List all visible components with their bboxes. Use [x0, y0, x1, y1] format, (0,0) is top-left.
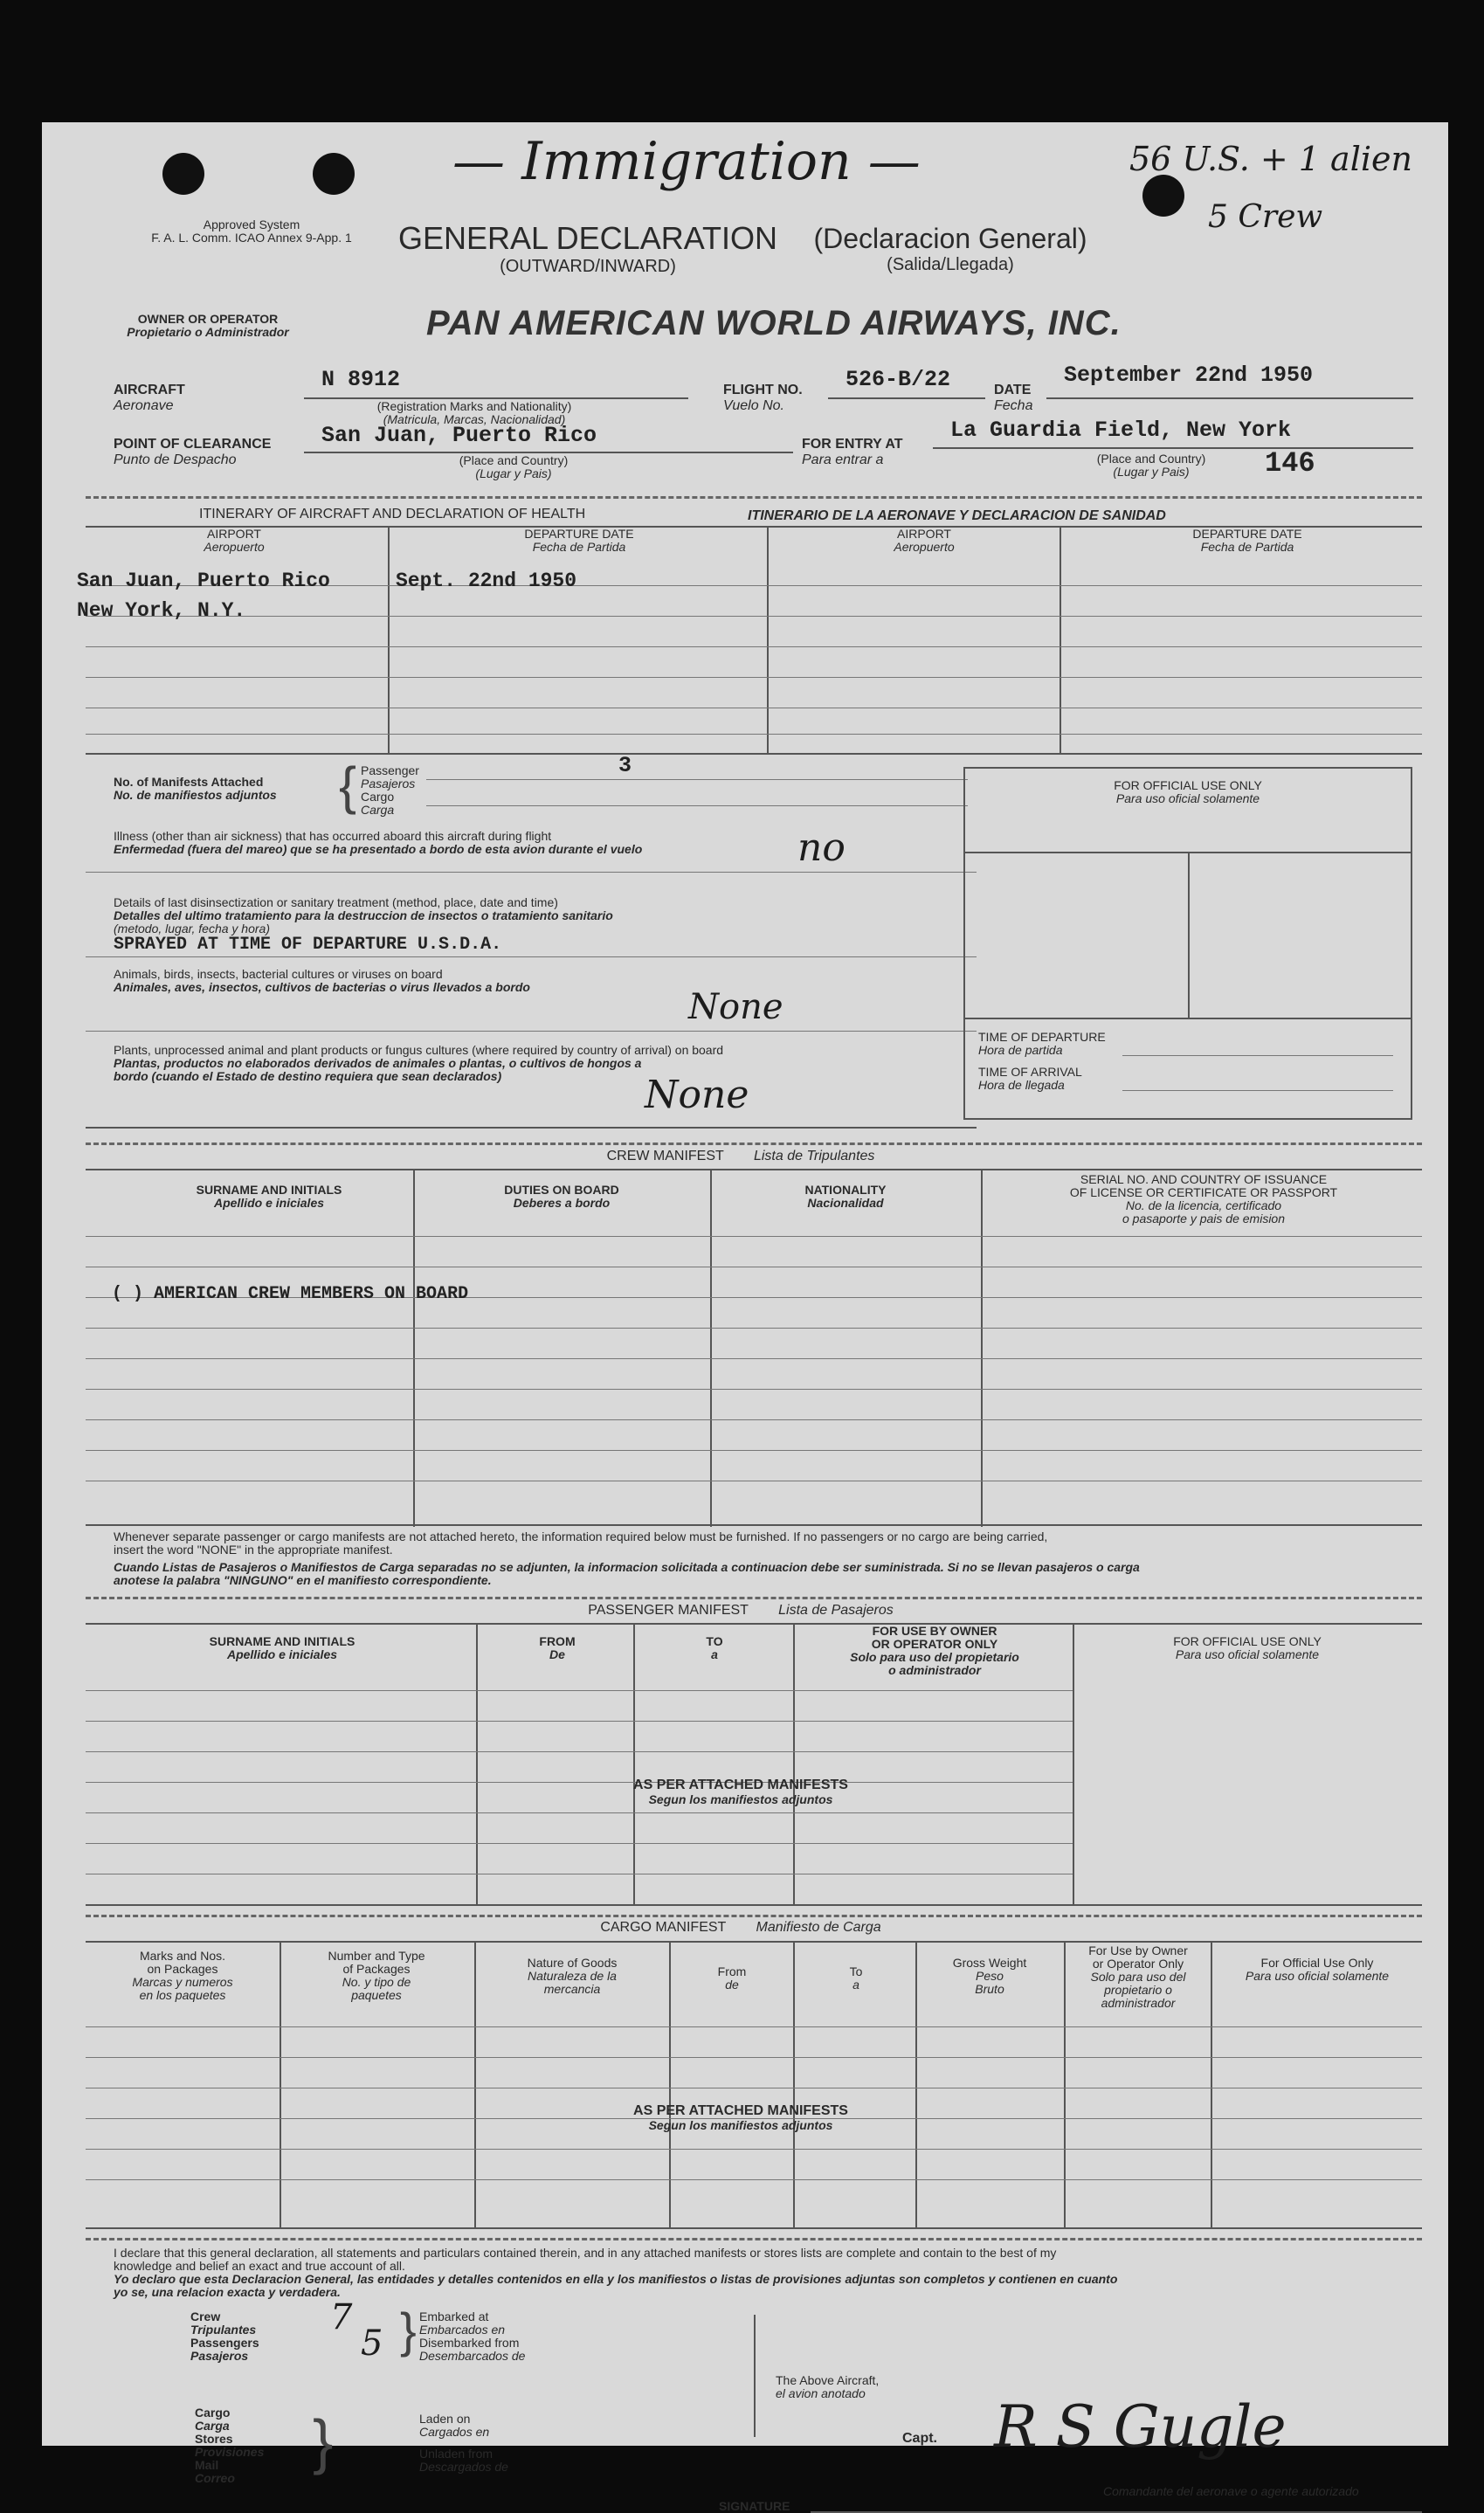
- illness-en: Illness (other than air sickness) that has occurred aboard this aircraft during flight: [114, 829, 552, 843]
- pass-col4-3: Solo para uso del propietario: [850, 1650, 1019, 1664]
- passenger-top-line: [86, 1623, 1422, 1625]
- approved-line-1: Approved System: [203, 217, 300, 231]
- divider-passenger: [86, 1597, 1422, 1599]
- cargo-col4-2: de: [725, 1978, 739, 1992]
- crew-col-serial: [985, 1173, 1422, 1225]
- note-4: anotese la palabra "NINGUNO" en el manifiesto correspondiente.: [114, 1573, 492, 1587]
- aircraft-label-en: AIRCRAFT: [114, 383, 185, 397]
- crew-entry: ( ) AMERICAN CREW MEMBERS ON BOARD: [112, 1284, 469, 1304]
- time-arrival-line: [1122, 1090, 1393, 1091]
- details-es: Detalles del ultimo tratamiento para la destruccion de insectos o tratamiento sanitario: [114, 908, 613, 922]
- crew-row-line-5: [86, 1358, 1422, 1359]
- cargo-title-es: Manifiesto de Carga: [756, 1920, 881, 1935]
- cargo-col2-1: Number and Type: [328, 1949, 425, 1963]
- pass-col4-1: FOR USE BY OWNER: [872, 1624, 997, 1638]
- details-value: SPRAYED AT TIME OF DEPARTURE U.S.D.A.: [114, 935, 502, 955]
- entry-label: [802, 437, 903, 468]
- official-use-box: [963, 767, 1412, 1120]
- cargo-col3-3: mercancia: [543, 1982, 601, 1996]
- pass-row-line-4: [86, 1782, 1073, 1783]
- captain-signature: R S Gugle: [994, 2393, 1287, 2461]
- cargo-col1-1: Marks and Nos.: [139, 1949, 226, 1963]
- animals-line: [86, 1031, 977, 1032]
- pass-col-owner: [795, 1625, 1074, 1677]
- pass-vline-4: [1073, 1623, 1074, 1904]
- plants-es-2: bordo (cuando el Estado de destino requiera que sean declarados): [114, 1069, 502, 1083]
- pass-row-line-1: [86, 1690, 1073, 1691]
- footer-cargo: Cargo: [195, 2406, 231, 2420]
- clearance-sub: [409, 454, 618, 480]
- time-arrival-es: Hora de llegada: [978, 1078, 1065, 1092]
- entry-underline: [933, 447, 1413, 449]
- cargo-col6-2: Peso: [976, 1969, 1004, 1983]
- cargo-line: [426, 805, 968, 806]
- cargo-label-es: Carga: [361, 803, 395, 817]
- entry-label-es: Para entrar a: [802, 452, 884, 467]
- cargo-col7-4: propietario o: [1104, 1983, 1172, 1997]
- footer-passengers: Passengers: [190, 2336, 259, 2350]
- manifest-note: [114, 1530, 1424, 1587]
- footer-stores-es: Provisiones: [195, 2445, 265, 2459]
- cargo-col-official: [1212, 1957, 1422, 1983]
- crew-col-duties: [413, 1184, 710, 1210]
- itin-row2-airport: New York, N.Y.: [77, 599, 246, 622]
- crew-title: CREW MANIFEST: [606, 1149, 724, 1163]
- itin-vline-3: [1060, 526, 1061, 755]
- flight-label-es: Vuelo No.: [723, 398, 784, 413]
- cargo-col-owner: [1066, 1944, 1211, 2010]
- entry-sub-2: (Lugar y Pais): [1113, 465, 1190, 479]
- passenger-title-es: Lista de Pasajeros: [778, 1603, 894, 1618]
- cargo-vline-1: [280, 1941, 281, 2229]
- handwritten-passenger-count: 56 U.S. + 1 alien: [1129, 140, 1412, 178]
- crew-col2-es: Deberes a bordo: [513, 1196, 611, 1210]
- details-question: [114, 896, 900, 935]
- punch-hole-right: [1142, 175, 1184, 217]
- itin-col2: DEPARTURE DATE: [524, 527, 634, 541]
- date-label-en: DATE: [994, 383, 1032, 397]
- itin-vline-2: [767, 526, 769, 755]
- crew-row-line-7: [86, 1419, 1422, 1420]
- itin-row-line-4: [86, 677, 1422, 678]
- above-aircraft: [776, 2374, 879, 2400]
- itinerary-bottom-line: [86, 753, 1422, 755]
- animals-answer: None: [688, 987, 783, 1027]
- cargo-col1-3: Marcas y numeros: [132, 1975, 233, 1989]
- cargo-attached-es: Segun los manifiestos adjuntos: [648, 2118, 833, 2132]
- divider-cargo: [86, 1915, 1422, 1917]
- manifests-label-es: No. de manifiestos adjuntos: [114, 788, 277, 802]
- pass-col-surname: [86, 1635, 479, 1661]
- cargo-vline-4: [793, 1941, 795, 2229]
- crew-row-line-4: [86, 1328, 1422, 1329]
- pass-row-line-2: [86, 1721, 1073, 1722]
- date-value: September 22nd 1950: [1064, 362, 1314, 388]
- manifests-label: [114, 776, 277, 802]
- cargo-col2-2: of Packages: [342, 1962, 411, 1976]
- divider-crew: [86, 1143, 1422, 1145]
- cargo-col4-1: From: [717, 1964, 747, 1978]
- plants-question: [114, 1044, 987, 1083]
- crew-vline-2: [710, 1169, 712, 1527]
- crew-row-line-8: [86, 1450, 1422, 1451]
- footer-passenger-count: 5: [361, 2323, 383, 2364]
- footer-crew-es: Tripulantes: [190, 2323, 257, 2337]
- crew-title-wrap: [514, 1149, 968, 1164]
- crew-col4-3: No. de la licencia, certificado: [1125, 1198, 1282, 1212]
- manifests-label-en: No. of Manifests Attached: [114, 775, 264, 789]
- entry-sub-1: (Place and Country): [1096, 452, 1206, 466]
- declaration-form: [42, 122, 1448, 2513]
- clearance-label: [114, 437, 271, 468]
- owner-label-en: OWNER OR OPERATOR: [137, 312, 279, 326]
- crew-vline-1: [413, 1169, 415, 1527]
- crew-bottom-line: [86, 1524, 1422, 1526]
- crew-col3-es: Nacionalidad: [807, 1196, 884, 1210]
- form-title: [396, 220, 780, 277]
- time-departure-es: Hora de partida: [978, 1043, 1063, 1057]
- crew-title-es: Lista de Tripulantes: [753, 1149, 875, 1163]
- crew-col-nationality: [710, 1184, 981, 1210]
- animals-en: Animals, birds, insects, bacterial cultures or viruses on board: [114, 967, 443, 981]
- aircraft-label-es: Aeronave: [114, 398, 174, 413]
- cargo-row-line-5: [86, 2149, 1422, 2150]
- clearance-sub-1: (Place and Country): [459, 453, 569, 467]
- manifest-types: [361, 764, 419, 817]
- plants-answer: None: [645, 1073, 749, 1117]
- time-departure: [978, 1031, 1106, 1057]
- official-box-title: [965, 779, 1411, 805]
- itin-col-date-1: [391, 528, 767, 554]
- pass-col2: FROM: [539, 1634, 576, 1648]
- above-1: The Above Aircraft,: [776, 2373, 880, 2387]
- cargo-col3-2: Naturaleza de la: [528, 1969, 617, 1983]
- note-3: Cuando Listas de Pasajeros o Manifiestos de Carga separadas no se adjunten, la informacion solicitada a continuacion debe ser suministrada. Si no se llevan pasajeros o carga: [114, 1560, 1140, 1574]
- date-underline: [1046, 397, 1413, 399]
- note-1: Whenever separate passenger or cargo manifests are not attached hereto, the information required below must be furnished. If no passengers or no cargo are being carried,: [114, 1529, 1048, 1543]
- passenger-label: Passenger: [361, 763, 419, 777]
- pass-col4-2: OR OPERATOR ONLY: [871, 1637, 998, 1651]
- time-arrival-en: TIME OF ARRIVAL: [978, 1065, 1082, 1079]
- footer-mail: Mail: [195, 2458, 219, 2472]
- cargo-label: Cargo: [361, 790, 395, 804]
- pass-col1: SURNAME AND INITIALS: [209, 1634, 355, 1648]
- itin-col-airport-1: [86, 528, 383, 554]
- flight-label: [723, 383, 803, 414]
- declare-3: Yo declaro que esta Declaracion General, las entidades y detalles contenidos en ella y los manifiestos o listas de provisiones adjuntas son completos y contienen en cuanto: [114, 2272, 1118, 2286]
- cargo-bottom-line: [86, 2227, 1422, 2229]
- time-arrival: [978, 1066, 1082, 1092]
- itin-vline-1: [388, 526, 390, 755]
- commander-label: Comandante del aeronave o agente autorizado: [1103, 2484, 1359, 2498]
- footer-disembarked: Disembarked from: [419, 2336, 520, 2350]
- footer-laden-es: Cargados en: [419, 2425, 490, 2439]
- pass-col5-es: Para uso oficial solamente: [1175, 1647, 1320, 1661]
- form-title-sub: (OUTWARD/INWARD): [500, 257, 676, 276]
- approved-line-2: F. A. L. Comm. ICAO Annex 9-App. 1: [151, 231, 352, 245]
- footer-stores: Stores: [195, 2432, 233, 2446]
- clearance-label-es: Punto de Despacho: [114, 452, 237, 467]
- footer-embarked-es: Embarcados en: [419, 2323, 506, 2337]
- cargo-row-line-6: [86, 2179, 1422, 2180]
- details-line: [86, 956, 977, 957]
- cargo-col5-2: a: [852, 1978, 859, 1992]
- pass-col1-es: Apellido e iniciales: [226, 1647, 338, 1661]
- approved-system: [112, 218, 391, 245]
- crew-col3: NATIONALITY: [804, 1183, 887, 1197]
- laden-labels: [419, 2413, 508, 2474]
- official-box-title-en: FOR OFFICIAL USE ONLY: [1114, 778, 1262, 792]
- cargo-vline-6: [1064, 1941, 1066, 2229]
- crew-col1-es: Apellido e iniciales: [213, 1196, 325, 1210]
- date-label-es: Fecha: [994, 398, 1033, 413]
- handwritten-crew-count: 5 Crew: [1208, 199, 1323, 235]
- flight-value: 526-B/22: [846, 367, 951, 392]
- crew-col-surname: [86, 1184, 452, 1210]
- cargo-col-nature: [475, 1957, 669, 1996]
- cargo-col5-1: To: [849, 1964, 863, 1978]
- itin-row1-date: Sept. 22nd 1950: [396, 570, 577, 592]
- brace-manifests: {: [339, 756, 357, 815]
- itin-col3-es: Aeropuerto: [894, 540, 955, 554]
- cargo-col7-2: or Operator Only: [1092, 1957, 1184, 1971]
- declaration-text: [114, 2247, 1424, 2299]
- form-title-main: GENERAL DECLARATION: [397, 220, 778, 256]
- aircraft-label: [114, 383, 185, 414]
- itin-col-airport-2: [776, 528, 1073, 554]
- entry-sub: [1064, 452, 1239, 479]
- passenger-bottom-line: [86, 1904, 1422, 1906]
- details-es-2: (metodo, lugar, fecha y hora): [114, 922, 270, 935]
- entry-value: La Guardia Field, New York: [950, 418, 1292, 443]
- itin-col4: DEPARTURE DATE: [1192, 527, 1302, 541]
- clearance-value: San Juan, Puerto Rico: [321, 423, 597, 448]
- official-box-hline-2: [965, 1018, 1411, 1019]
- footer-crew-count: 7: [330, 2297, 353, 2337]
- pass-col-to: [636, 1635, 793, 1661]
- owner-value: PAN AMERICAN WORLD AIRWAYS, INC.: [426, 304, 1122, 342]
- official-box-title-es: Para uso oficial solamente: [1115, 791, 1260, 805]
- pass-attached-es: Segun los manifiestos adjuntos: [648, 1792, 833, 1806]
- itin-col1: AIRPORT: [207, 527, 261, 541]
- pass-row-line-6: [86, 1843, 1073, 1844]
- itin-row-line-2: [86, 616, 1422, 617]
- cargo-col2-3: No. y tipo de: [342, 1975, 411, 1989]
- footer-vline: [754, 2315, 756, 2437]
- cargo-row-line-1: [86, 2026, 1422, 2027]
- illness-line: [86, 872, 977, 873]
- cargo-row-line-2: [86, 2057, 1422, 2058]
- cargo-vline-5: [915, 1941, 917, 2229]
- crew-col2: DUTIES ON BOARD: [504, 1183, 619, 1197]
- cargo-title-wrap: [514, 1920, 968, 1936]
- health-bottom-line: [86, 1127, 977, 1129]
- pass-col3-es: a: [711, 1647, 718, 1661]
- note-2: insert the word "NONE" in the appropriate manifest.: [114, 1543, 393, 1557]
- aircraft-value: N 8912: [321, 367, 401, 392]
- cargo-vline-3: [669, 1941, 671, 2229]
- clearance-sub-2: (Lugar y Pais): [475, 466, 552, 480]
- brace-cargo: }: [313, 2407, 334, 2475]
- itinerary-title: ITINERARY OF AIRCRAFT AND DECLARATION OF HEALTH: [199, 507, 586, 521]
- punch-hole-left: [162, 153, 204, 195]
- pass-col5: FOR OFFICIAL USE ONLY: [1173, 1634, 1322, 1648]
- form-title-spanish: [793, 223, 1108, 275]
- pass-attached-en: AS PER ATTACHED MANIFESTS: [633, 1778, 848, 1792]
- cargo-top-line: [86, 1941, 1422, 1943]
- itin-row-line-3: [86, 646, 1422, 647]
- pass-row-line-3: [86, 1751, 1073, 1752]
- cargo-col-weight: [915, 1957, 1064, 1996]
- itin-row1-airport: San Juan, Puerto Rico: [77, 570, 330, 592]
- crew-top-line: [86, 1169, 1422, 1170]
- handwritten-immigration: — Immigration —: [452, 131, 921, 192]
- capt-label: Capt.: [902, 2431, 937, 2446]
- pass-attached: [583, 1778, 898, 1806]
- signature-label: SIGNATURE: [719, 2499, 790, 2513]
- cargo-col7-5: administrador: [1101, 1996, 1176, 2010]
- brace-crew: }: [400, 2302, 417, 2358]
- cargo-col1-2: on Packages: [147, 1962, 218, 1976]
- aircraft-sub-2: (Matricula, Marcas, Nacionalidad): [383, 412, 566, 426]
- time-departure-en: TIME OF DEPARTURE: [978, 1030, 1106, 1044]
- form-title-es-sub: (Salida/Llegada): [887, 255, 1014, 274]
- itin-col-date-2: [1073, 528, 1422, 554]
- flight-underline: [828, 397, 985, 399]
- declare-1: I declare that this general declaration, all statements and particulars contained therein, and in any attached manifests or stores lists are complete and contain to the best of my: [114, 2246, 1057, 2260]
- cargo-col-to: [795, 1965, 917, 1992]
- itinerary-title-es: ITINERARIO DE LA AERONAVE Y DECLARACION DE SANIDAD: [748, 508, 1166, 523]
- cargo-col7-3: Solo para uso del: [1090, 1970, 1186, 1984]
- cargo-col3-1: Nature of Goods: [527, 1956, 618, 1970]
- crew-row-line-6: [86, 1389, 1422, 1390]
- cargo-col8-1: For Official Use Only: [1260, 1956, 1374, 1970]
- cargo-col7-1: For Use by Owner: [1088, 1943, 1188, 1957]
- cargo-vline-7: [1211, 1941, 1212, 2229]
- plants-es: Plantas, productos no elaborados derivados de animales o plantas, o cultivos de hongos a: [114, 1056, 642, 1070]
- footer-passengers-es: Pasajeros: [190, 2349, 249, 2363]
- entry-number: 146: [1265, 447, 1315, 480]
- owner-label-es: Propietario o Administrador: [127, 325, 289, 339]
- crew-col4-4: o pasaporte y pais de emision: [1122, 1212, 1285, 1225]
- pass-col-official: [1073, 1635, 1422, 1661]
- cargo-col-number: [280, 1950, 473, 2002]
- itin-col1-es: Aeropuerto: [204, 540, 265, 554]
- footer-cargo-es: Carga: [195, 2419, 230, 2433]
- cargo-attached: [583, 2103, 898, 2132]
- aircraft-sub-1: (Registration Marks and Nationality): [376, 399, 572, 413]
- clearance-label-en: POINT OF CLEARANCE: [114, 437, 272, 452]
- flight-label-en: FLIGHT NO.: [723, 383, 803, 397]
- date-label: [994, 383, 1032, 414]
- crew-col4-1: SERIAL NO. AND COUNTRY OF ISSUANCE: [1080, 1172, 1328, 1186]
- cargo-col6-3: Bruto: [975, 1982, 1004, 1996]
- passenger-title: PASSENGER MANIFEST: [588, 1603, 749, 1618]
- footer-unladen: Unladen from: [419, 2447, 494, 2461]
- animals-es: Animales, aves, insectos, cultivos de bacterias o virus llevados a bordo: [114, 980, 530, 994]
- crew-col1: SURNAME AND INITIALS: [196, 1183, 342, 1197]
- crew-pass-labels: [190, 2310, 259, 2363]
- footer-crew: Crew: [190, 2309, 221, 2323]
- punch-hole-center: [313, 153, 355, 195]
- cargo-title: CARGO MANIFEST: [600, 1920, 727, 1935]
- cargo-col-marks: [86, 1950, 280, 2002]
- itin-col3: AIRPORT: [897, 527, 951, 541]
- time-departure-line: [1122, 1055, 1393, 1056]
- cargo-col6-1: Gross Weight: [952, 1956, 1027, 1970]
- pass-vline-2: [633, 1623, 635, 1904]
- footer-laden: Laden on: [419, 2412, 471, 2426]
- passenger-title-wrap: [514, 1603, 968, 1619]
- illness-answer: no: [797, 825, 846, 870]
- crew-col4-2: OF LICENSE OR CERTIFICATE OR PASSPORT: [1069, 1185, 1338, 1199]
- pass-row-line-5: [86, 1812, 1073, 1813]
- divider-footer: [86, 2238, 1422, 2240]
- pass-col3: TO: [706, 1634, 723, 1648]
- pass-col2-es: De: [549, 1647, 565, 1661]
- declare-4: yo se, una relacion exacta y verdadera.: [114, 2285, 341, 2299]
- cargo-stores-labels: [195, 2406, 264, 2485]
- footer-mail-es: Correo: [195, 2471, 235, 2485]
- footer-unladen-es: Descargados de: [419, 2460, 508, 2474]
- divider-itinerary: [86, 496, 1422, 499]
- footer-disembarked-es: Desembarcados de: [419, 2349, 526, 2363]
- plants-en: Plants, unprocessed animal and plant products or fungus cultures (where required by country of arrival) on board: [114, 1043, 724, 1057]
- itin-col4-es: Fecha de Partida: [1200, 540, 1294, 554]
- details-en: Details of last disinsectization or sanitary treatment (method, place, date and time): [114, 895, 558, 909]
- passenger-line: [426, 779, 968, 780]
- footer-embarked: Embarked at: [419, 2309, 489, 2323]
- itin-row-line-6: [86, 734, 1422, 735]
- cargo-col2-4: paquetes: [351, 1988, 402, 2002]
- entry-label-en: FOR ENTRY AT: [802, 437, 903, 452]
- crew-row-line-1: [86, 1236, 1422, 1237]
- declare-2: knowledge and belief an exact and true account of all.: [114, 2259, 405, 2273]
- cargo-attached-en: AS PER ATTACHED MANIFESTS: [633, 2103, 848, 2118]
- cargo-col-from: [671, 1965, 793, 1992]
- cargo-col1-4: en los paquetes: [139, 1988, 226, 2002]
- pass-vline-1: [476, 1623, 478, 1904]
- itin-col2-es: Fecha de Partida: [532, 540, 626, 554]
- embark-labels: [419, 2310, 525, 2363]
- owner-label: [94, 313, 321, 339]
- manifests-value: 3: [618, 753, 632, 778]
- pass-col4-4: o administrador: [888, 1663, 981, 1677]
- pass-col-from: [479, 1635, 636, 1661]
- passenger-label-es: Pasajeros: [361, 777, 416, 790]
- pass-vline-3: [793, 1623, 795, 1904]
- form-title-es-main: (Declaracion General): [813, 223, 1087, 254]
- above-2: el avion anotado: [776, 2386, 866, 2400]
- official-box-vline: [1188, 852, 1190, 1018]
- illness-question: [114, 830, 873, 856]
- crew-vline-3: [981, 1169, 983, 1527]
- cargo-col8-2: Para uso oficial solamente: [1245, 1969, 1390, 1983]
- cargo-vline-2: [474, 1941, 476, 2229]
- illness-es: Enfermedad (fuera del mareo) que se ha presentado a bordo de esta avion durante el vuelo: [114, 842, 643, 856]
